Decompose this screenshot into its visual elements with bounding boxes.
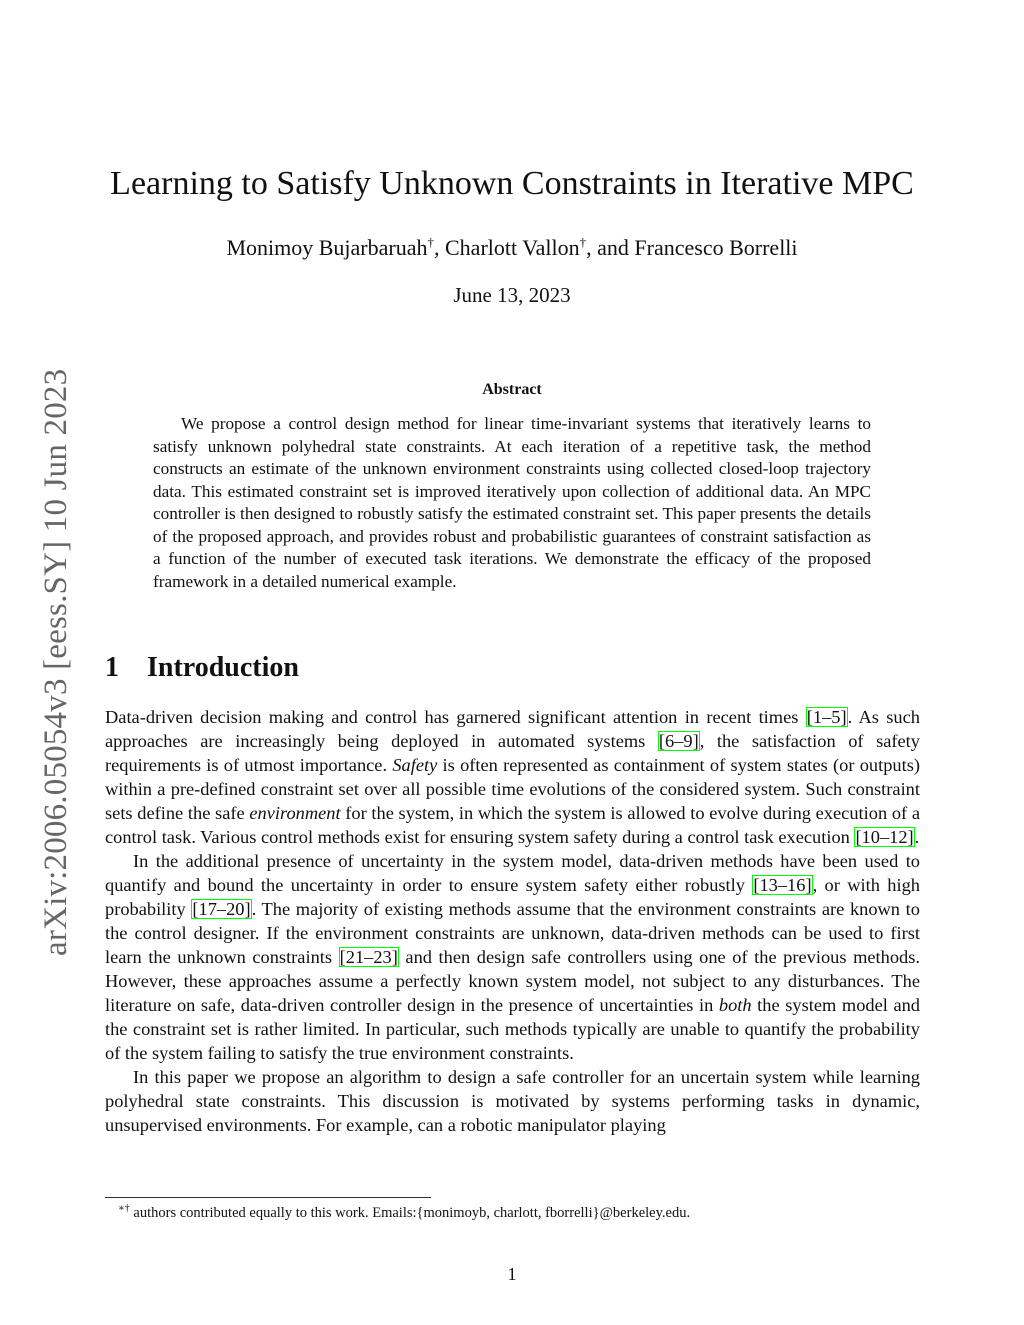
author-separator: , and [586, 235, 635, 260]
paragraph-text: , the satisfaction of safety requirements is of utmost importance. [105, 731, 920, 775]
author-name: Charlott Vallon [445, 235, 580, 260]
emphasized-text: Safety [392, 755, 438, 775]
author-list [0, 235, 1024, 261]
author-name: Monimoy Bujarbaruah [226, 235, 428, 260]
citation-link[interactable]: [10–12] [855, 827, 914, 847]
citation-link[interactable]: [13–16] [753, 875, 812, 895]
emphasized-text: environment [249, 803, 341, 823]
abstract-heading: Abstract [482, 381, 542, 398]
introduction-body [105, 705, 920, 1137]
emphasized-text: both [718, 995, 752, 1015]
paragraph-text: , or with high probability [105, 875, 920, 919]
paragraph-text: In this paper we propose an algorithm to design a safe controller for an uncertain system while learning polyhedral state constraints. This discussion is motivated by systems performing tasks in dynamic, unsupervised environments. For example, can a robotic manipulator playing [105, 1067, 920, 1135]
citation-link[interactable]: [6–9] [658, 731, 699, 751]
abstract-text: We propose a control design method for linear time-invariant systems that iteratively learns to satisfy unknown polyhedral state constraints. At each iteration of a repetitive task, the method constructs an estimate of the unknown environment constraints using collected closed-loop trajectory data. This estimated constraint set is improved iteratively upon collection of additional data. An MPC controller is then designed to robustly satisfy the estimated constraint set. This paper presents the details of the proposed approach, and provides robust and probabilistic guarantees of constraint satisfaction as a function of the number of executed task iterations. We demonstrate the efficacy of the proposed framework in a detailed numerical example. [153, 414, 871, 591]
body-paragraph [105, 849, 920, 1065]
footnote [118, 1205, 690, 1222]
footnote-divider [105, 1197, 431, 1198]
body-paragraph [105, 1065, 920, 1137]
citation-link[interactable]: [1–5] [806, 707, 847, 727]
section-heading [105, 652, 299, 684]
footnote-text: authors contributed equally to this work. Emails:{monimoyb, charlott, fborrelli}@berkeley.edu. [129, 1205, 691, 1221]
paragraph-text: In the additional presence of uncertainty in the system model, data-driven methods have been used to quantify and bound the uncertainty in order to ensure system safety either robustly [105, 851, 920, 895]
paragraph-text: Data-driven decision making and control has garnered significant attention in recent times [105, 707, 806, 727]
paragraph-text: the system model and the constraint set is rather limited. In particular, such methods typically are unable to quantify the probability of the system failing to satisfy the true environment constraints. [105, 995, 921, 1063]
footnote-mark: ∗† [118, 1203, 130, 1215]
author-affiliation-mark: † [427, 234, 434, 250]
section-number: 1 [105, 652, 119, 683]
page-number: 1 [507, 1264, 517, 1284]
paper-date: June 13, 2023 [453, 283, 571, 307]
section-title: Introduction [147, 652, 299, 683]
paragraph-text: is often represented as containment of system states (or outputs) within a pre-defined constraint set over all possible time evolutions of the considered system. Such constraint sets define the safe [105, 755, 921, 823]
paragraph-text: . [914, 827, 920, 847]
author-separator: , [434, 235, 445, 260]
paragraph-text: and then design safe controllers using one of the previous methods. However, these approaches assume a perfectly known system model, not subject to any disturbances. The literature on safe, data-driven controller design in the presence of uncertainties in [105, 947, 920, 1015]
body-paragraph [105, 705, 920, 849]
author-name: Francesco Borrelli [634, 235, 798, 260]
paper-title: Learning to Satisfy Unknown Constraints in Iterative MPC [110, 165, 914, 202]
citation-link[interactable]: [21–23] [339, 947, 398, 967]
paragraph-text: for the system, in which the system is allowed to evolve during execution of a control task. Various control methods exist for ensuring system safety during a control task execution [105, 803, 920, 847]
author-affiliation-mark: † [579, 234, 587, 250]
citation-link[interactable]: [17–20] [192, 899, 251, 919]
arxiv-identifier-stamp: arXiv:2006.05054v3 [eess.SY] 10 Jun 2023 [38, 368, 74, 956]
paragraph-text: . As such approaches are increasingly being deployed in automated systems [105, 707, 920, 751]
paragraph-text: . The majority of existing methods assume that the environment constraints are known to the control designer. If the environment constraints are unknown, data-driven methods can be used to first learn the unknown constraints [105, 899, 920, 967]
